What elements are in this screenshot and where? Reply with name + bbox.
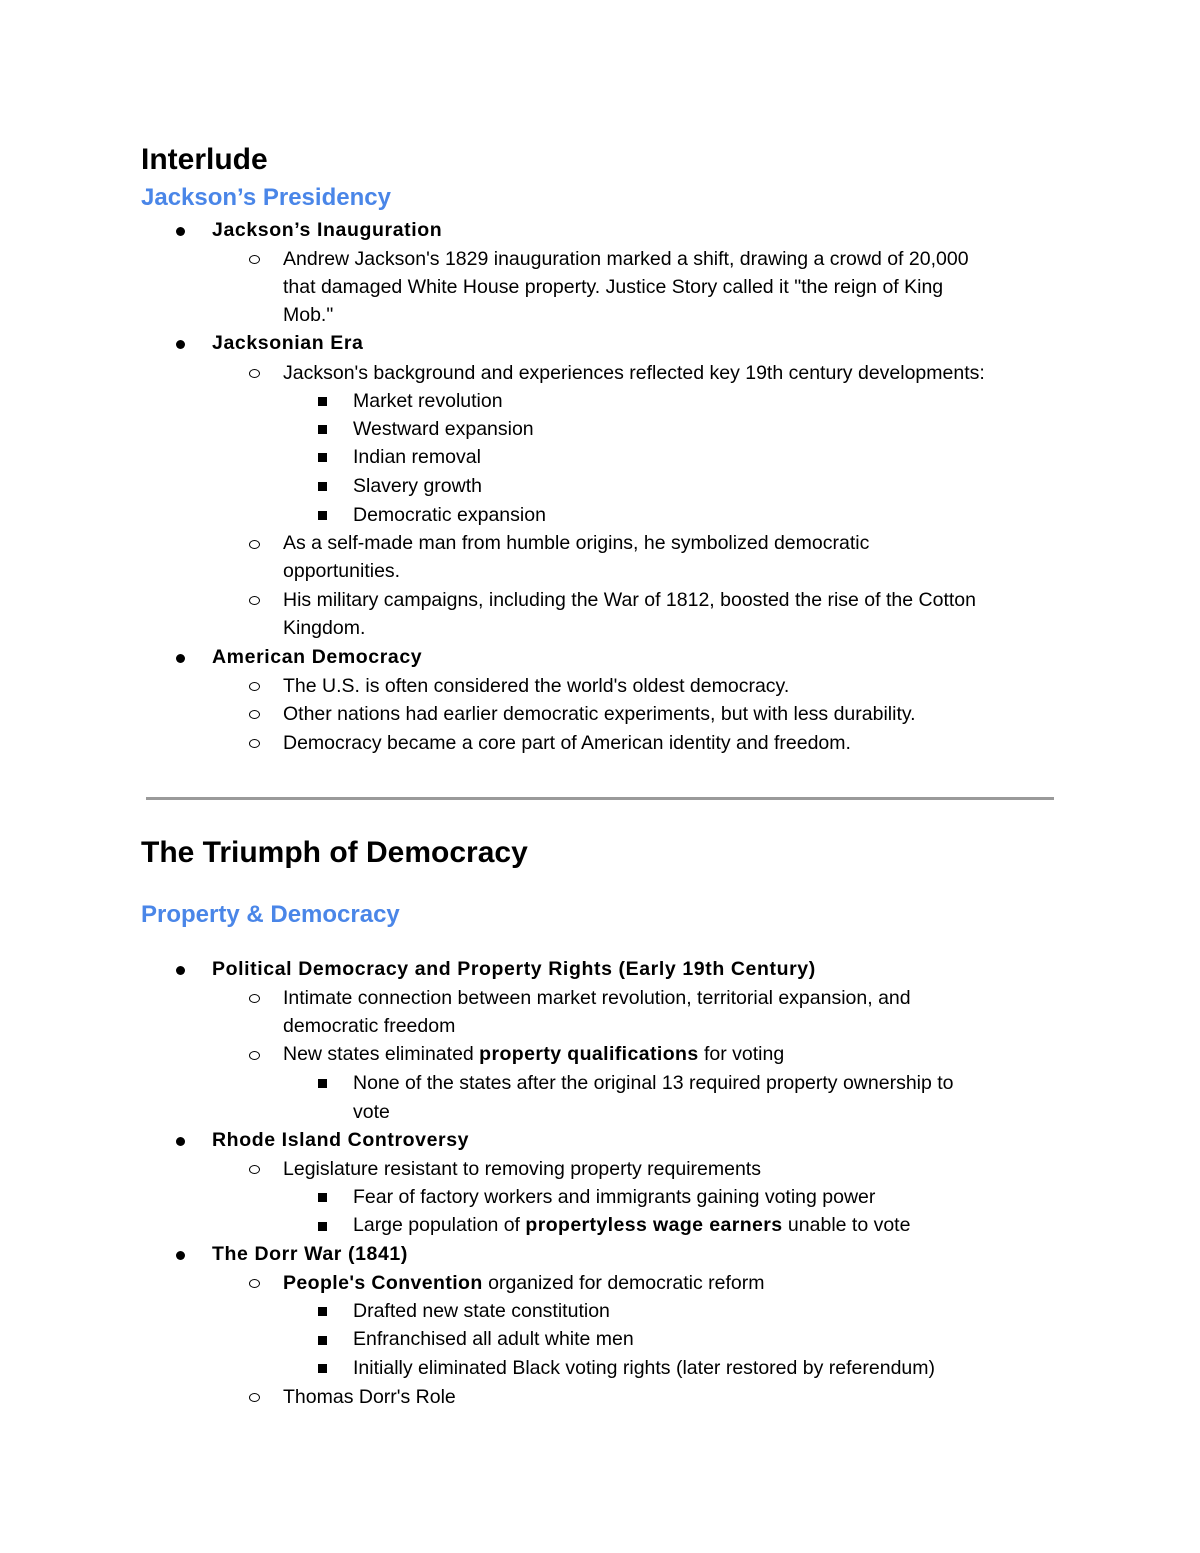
section-title-interlude: Interlude: [141, 143, 268, 176]
heading-jacksons-inauguration: Jackson’s Inauguration: [212, 219, 443, 241]
bullet-disc-icon: [176, 227, 185, 236]
fear-line: Fear of factory workers and immigrants gaining voting power: [353, 1186, 876, 1208]
bullet-disc-icon: [176, 340, 185, 349]
peoples-convention-line: [283, 1269, 764, 1298]
military-line-1: His military campaigns, including the War of 1812, boosted the rise of the Cotton: [283, 589, 976, 611]
dorr-item: Enfranchised all adult white men: [353, 1328, 634, 1350]
new-states-prefix: New states eliminated: [283, 1043, 480, 1065]
bullet-square-icon: [318, 397, 327, 406]
bullet-disc-icon: [176, 654, 185, 663]
subtitle-property-democracy: Property & Democracy: [141, 901, 400, 928]
heading-dorr-war: The Dorr War (1841): [212, 1243, 408, 1265]
heading-political-democracy: Political Democracy and Property Rights (Early 19th Century): [212, 958, 816, 980]
bullet-disc-icon: [176, 1137, 185, 1146]
selfmade-line-1: As a self-made man from humble origins, he symbolized democratic: [283, 532, 870, 554]
development-item: Slavery growth: [353, 475, 482, 497]
development-item: Indian removal: [353, 446, 481, 468]
inauguration-text-line-3: Mob.": [283, 304, 334, 326]
bullet-circle-icon: [249, 739, 260, 748]
development-item: Market revolution: [353, 390, 503, 412]
bullet-circle-icon: [249, 1051, 260, 1060]
democracy-point: Democracy became a core part of American identity and freedom.: [283, 732, 851, 754]
bullet-circle-icon: [249, 255, 260, 264]
section-title-triumph-of-democracy: The Triumph of Democracy: [141, 836, 528, 869]
military-line-2: Kingdom.: [283, 617, 366, 639]
peoples-convention-bold: People's Convention: [283, 1272, 483, 1294]
bullet-circle-icon: [249, 710, 260, 719]
propertyless-wage-earners-bold: propertyless wage earners: [525, 1214, 783, 1236]
heading-jacksonian-era: Jacksonian Era: [212, 332, 364, 354]
horizontal-divider: [146, 797, 1054, 800]
connection-line-1: Intimate connection between market revolution, territorial expansion, and: [283, 987, 911, 1009]
large-population-prefix: Large population of: [353, 1214, 526, 1236]
subtitle-jacksons-presidency: Jackson’s Presidency: [141, 184, 391, 211]
selfmade-line-2: opportunities.: [283, 560, 401, 582]
bullet-circle-icon: [249, 994, 260, 1003]
bullet-disc-icon: [176, 966, 185, 975]
inauguration-text-line-1: Andrew Jackson's 1829 inauguration marked a shift, drawing a crowd of 20,000: [283, 248, 969, 270]
legislature-line: Legislature resistant to removing property requirements: [283, 1158, 761, 1180]
large-population-suffix: unable to vote: [782, 1214, 911, 1236]
bullet-circle-icon: [249, 682, 260, 691]
bullet-circle-icon: [249, 540, 260, 549]
bullet-square-icon: [318, 482, 327, 491]
bullet-square-icon: [318, 511, 327, 520]
peoples-convention-suffix: organized for democratic reform: [482, 1272, 765, 1294]
bullet-circle-icon: [249, 369, 260, 378]
new-states-line: [283, 1040, 784, 1069]
bullet-square-icon: [318, 425, 327, 434]
democracy-point: Other nations had earlier democratic experiments, but with less durability.: [283, 703, 916, 725]
bullet-square-icon: [318, 1193, 327, 1202]
dorr-item: Drafted new state constitution: [353, 1300, 610, 1322]
large-population-line: [353, 1211, 910, 1240]
bullet-circle-icon: [249, 1165, 260, 1174]
dorr-item: Initially eliminated Black voting rights (later restored by referendum): [353, 1357, 936, 1379]
connection-line-2: democratic freedom: [283, 1015, 456, 1037]
bullet-square-icon: [318, 1364, 327, 1373]
bullet-circle-icon: [249, 1393, 260, 1402]
bullet-square-icon: [318, 453, 327, 462]
era-intro: Jackson's background and experiences reflected key 19th century developments:: [283, 362, 985, 384]
thomas-dorr-role: Thomas Dorr's Role: [283, 1386, 456, 1408]
democracy-point: The U.S. is often considered the world's oldest democracy.: [283, 675, 790, 697]
bullet-disc-icon: [176, 1251, 185, 1260]
development-item: Democratic expansion: [353, 504, 546, 526]
new-states-suffix: for voting: [698, 1043, 785, 1065]
bullet-circle-icon: [249, 596, 260, 605]
bullet-square-icon: [318, 1336, 327, 1345]
heading-american-democracy: American Democracy: [212, 646, 423, 668]
bullet-circle-icon: [249, 1279, 260, 1288]
bullet-square-icon: [318, 1079, 327, 1088]
bullet-square-icon: [318, 1222, 327, 1231]
none-states-line-2: vote: [353, 1101, 390, 1123]
inauguration-text-line-2: that damaged White House property. Justice Story called it "the reign of King: [283, 276, 944, 298]
none-states-line-1: None of the states after the original 13 required property ownership to: [353, 1072, 954, 1094]
property-qualifications-bold: property qualifications: [479, 1043, 699, 1065]
development-item: Westward expansion: [353, 418, 534, 440]
bullet-square-icon: [318, 1307, 327, 1316]
heading-rhode-island: Rhode Island Controversy: [212, 1129, 470, 1151]
